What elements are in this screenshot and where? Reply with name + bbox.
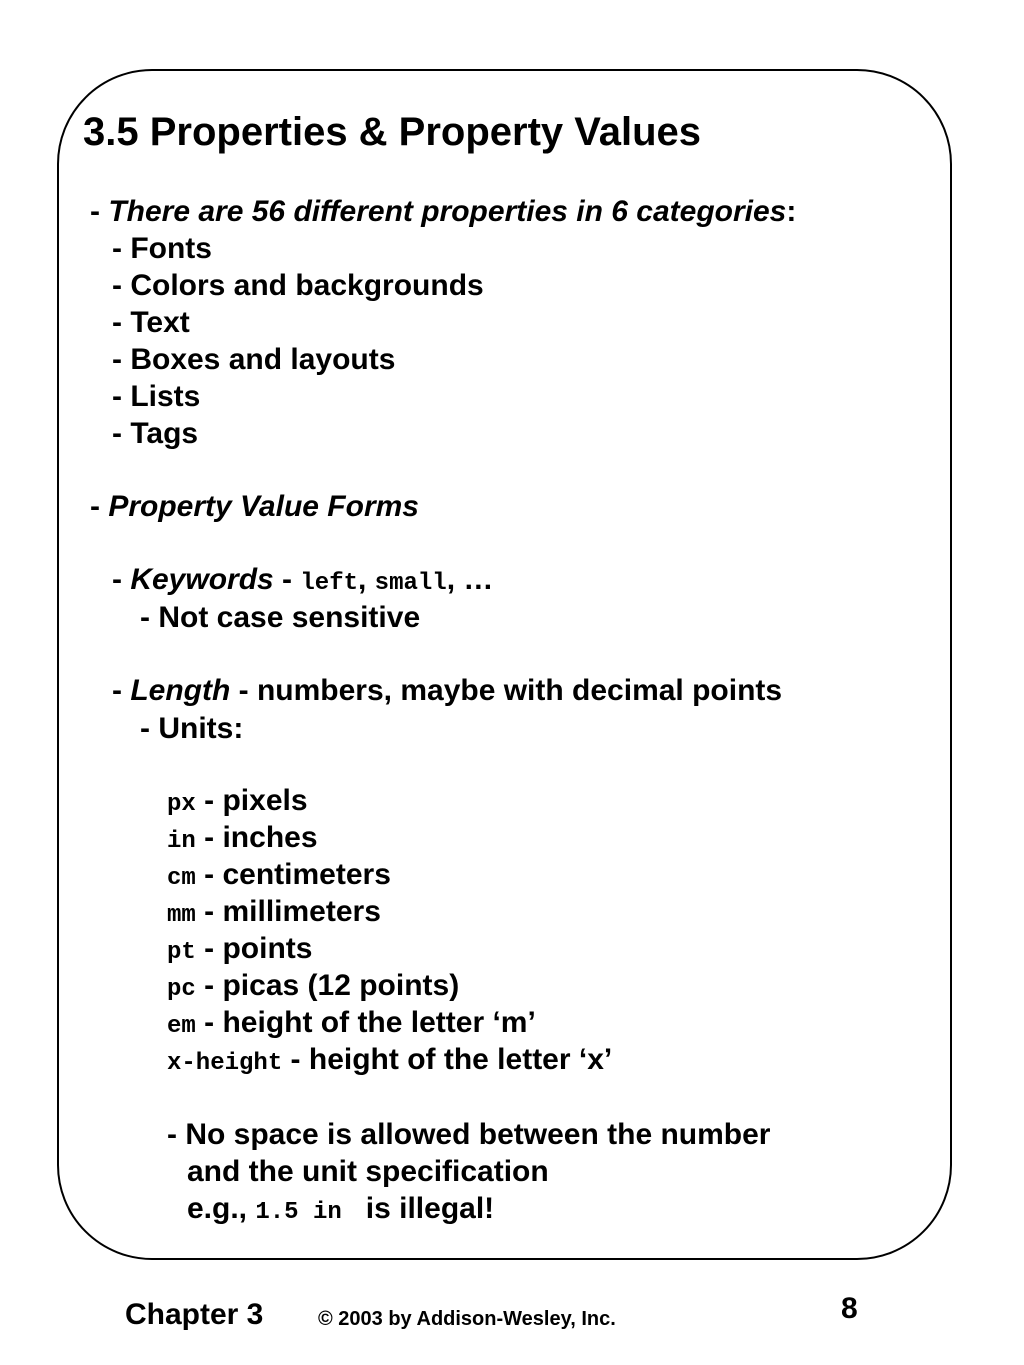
units-label: - Units: (140, 712, 244, 745)
length-label: Length (130, 674, 231, 707)
forms-text: Property Value Forms (108, 490, 419, 523)
unit-desc: - centimeters (195, 858, 391, 891)
intro-colon: : (786, 195, 797, 228)
unit-code: in (167, 828, 196, 855)
unit-code: cm (167, 865, 196, 892)
intro-text: There are 56 different properties in 6 categories (108, 195, 787, 228)
unit-item (167, 931, 312, 971)
intro-dash: - (90, 195, 109, 228)
unit-desc: - picas (12 points) (195, 969, 460, 1002)
intro-line (90, 194, 796, 230)
forms-dash: - (90, 490, 109, 523)
unit-item (167, 1042, 612, 1082)
keywords-note: - Not case sensitive (140, 601, 421, 634)
nospace-line-2: and the unit specification (187, 1155, 549, 1188)
keywords-label: Keywords (130, 563, 274, 596)
footer-copyright: © 2003 by Addison-Wesley, Inc. (318, 1308, 616, 1330)
keywords-rest: , … (446, 563, 494, 596)
unit-code: pc (167, 976, 196, 1003)
nospace-line-1: - No space is allowed between the number (167, 1118, 771, 1151)
unit-item (167, 894, 381, 934)
length-dash: - (112, 674, 131, 707)
forms-heading (90, 489, 419, 525)
length-desc: - numbers, maybe with decimal points (230, 674, 783, 707)
keyword-example: left (300, 570, 358, 597)
length-line (112, 673, 782, 709)
unit-item (167, 857, 391, 897)
category-item: - Text (112, 306, 190, 339)
unit-code: x-height (167, 1050, 283, 1077)
unit-item (167, 1005, 536, 1045)
unit-desc: - inches (195, 821, 318, 854)
unit-code: em (167, 1013, 196, 1040)
unit-item (167, 820, 318, 860)
unit-item (167, 783, 308, 823)
unit-desc: - height of the letter ‘x’ (282, 1043, 613, 1076)
illegal-example: 1.5 in (255, 1199, 342, 1226)
keywords-comma: , (358, 563, 375, 596)
keywords-sep: - (273, 563, 301, 596)
illegal-tail: is illegal! (365, 1192, 495, 1225)
unit-desc: - height of the letter ‘m’ (195, 1006, 536, 1039)
unit-code: pt (167, 939, 196, 966)
category-item: - Colors and backgrounds (112, 269, 484, 302)
nospace-example-line (187, 1191, 494, 1231)
page-number: 8 (841, 1292, 858, 1325)
slide-title: 3.5 Properties & Property Values (83, 110, 702, 154)
unit-desc: - points (195, 932, 313, 965)
keyword-example: small (374, 570, 447, 597)
unit-code: px (167, 791, 196, 818)
unit-item (167, 968, 459, 1008)
keywords-dash: - (112, 563, 131, 596)
unit-desc: - millimeters (195, 895, 381, 928)
unit-desc: - pixels (195, 784, 308, 817)
category-item: - Boxes and layouts (112, 343, 396, 376)
unit-code: mm (167, 902, 196, 929)
category-item: - Fonts (112, 232, 212, 265)
category-item: - Lists (112, 380, 201, 413)
category-item: - Tags (112, 417, 199, 450)
footer-chapter: Chapter 3 (125, 1298, 264, 1331)
keywords-line (112, 562, 493, 602)
eg-label: e.g., (187, 1192, 256, 1225)
